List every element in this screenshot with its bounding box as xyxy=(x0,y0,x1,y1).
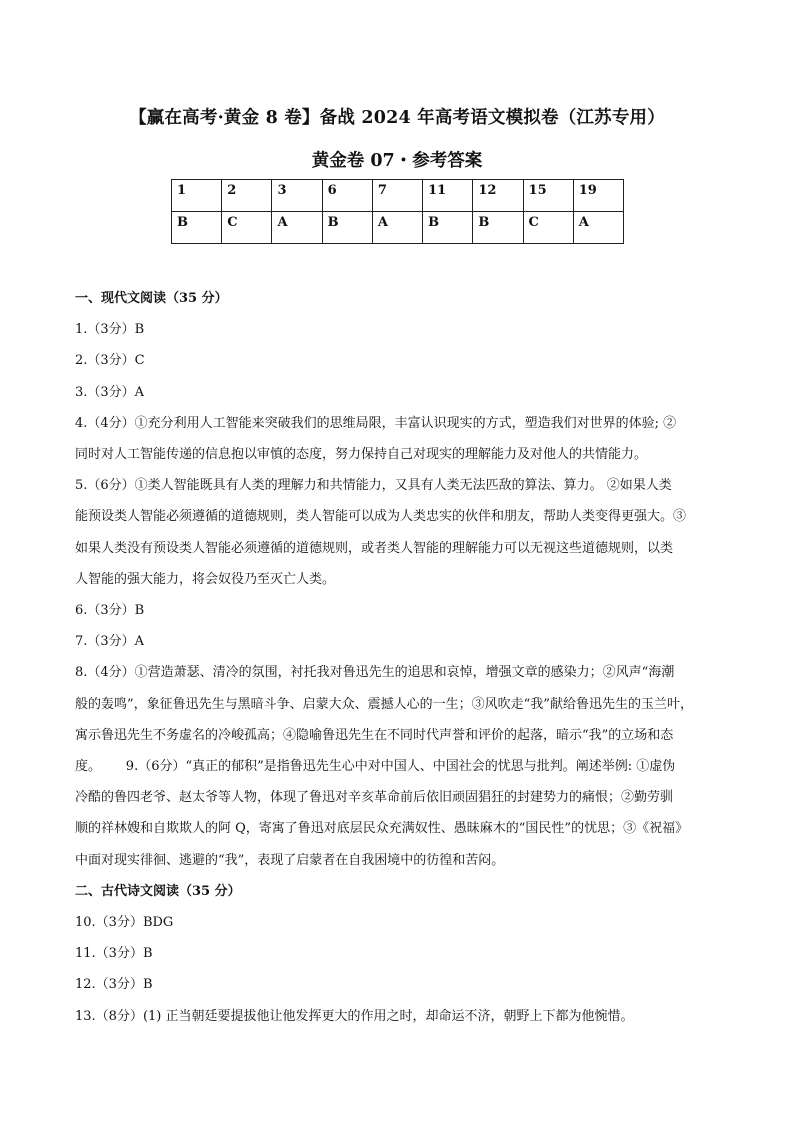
answer-cell: B xyxy=(473,212,523,244)
answer-line: 11.（3分）B xyxy=(75,946,153,962)
answer-line: 5.（6分）①类人智能既具有人类的理解力和共情能力，又具有人类无法匹敌的算法、算力。 ②如果人类 xyxy=(75,478,672,494)
answer-line: 中面对现实徘徊、逃避的“我”，表现了启蒙者在自我困境中的彷徨和苦闷。 xyxy=(75,852,505,868)
question-number-cell: 15 xyxy=(523,180,573,212)
answer-cell: A xyxy=(573,212,623,244)
answer-cell: C xyxy=(523,212,573,244)
answer-line: 冷酷的鲁四老爷、赵太爷等人物，体现了鲁迅对辛亥革命前后依旧顽固猖狂的封建势力的痛恨；②勤劳驯 xyxy=(75,790,674,806)
answer-key-table xyxy=(171,179,624,244)
question-number-cell: 3 xyxy=(272,180,322,212)
question-number-cell: 12 xyxy=(473,180,523,212)
answer-cell: B xyxy=(322,212,372,244)
answer-line: 能预设类人智能必须遵循的道德规则，类人智能可以成为人类忠实的伙伴和朋友，帮助人类变得更强大。③ xyxy=(75,509,687,525)
answer-body xyxy=(75,283,723,1032)
answer-line: 如果人类没有预设类人智能必须遵循的道德规则，或者类人智能的理解能力可以无视这些道德规则，以类 xyxy=(75,540,674,556)
document-title: 【赢在高考·黄金 8 卷】备战 2024 年高考语文模拟卷（江苏专用） xyxy=(129,108,665,128)
answer-line: 4.（4分）①充分利用人工智能来突破我们的思维局限，丰富认识现实的方式，塑造我们对世界的体验; ② xyxy=(75,415,677,431)
answer-line: 12.（3分）B xyxy=(75,977,153,993)
answer-line: 寓示鲁迅先生不务虚名的冷峻孤高；④隐喻鲁迅先生在不同时代声誉和评价的起落，暗示“我”的立场和态 xyxy=(75,727,674,743)
document-subtitle: 黄金卷 07・参考答案 xyxy=(311,151,483,171)
section-heading-modern-reading: 一、现代文阅读（35 分） xyxy=(75,291,228,306)
question-number-row xyxy=(172,180,624,212)
answer-cell: B xyxy=(423,212,473,244)
answer-line: 13.（8分）(1) 正当朝廷要提拔他让他发挥更大的作用之时，却命运不济，朝野上下都为他惋惜。 xyxy=(75,1008,634,1024)
question-number-cell: 6 xyxy=(322,180,372,212)
answer-line: 般的轰鸣”，象征鲁迅先生与黑暗斗争、启蒙大众、震撼人心的一生；③风吹走“我”献给鲁迅先生的玉兰叶， xyxy=(75,696,693,712)
answer-row xyxy=(172,212,624,244)
answer-line: 2.（3分）C xyxy=(75,353,145,369)
question-number-cell: 7 xyxy=(372,180,422,212)
answer-cell: B xyxy=(172,212,222,244)
answer-line: 6.（3分）B xyxy=(75,603,145,619)
question-number-cell: 11 xyxy=(423,180,473,212)
answer-cell: C xyxy=(222,212,272,244)
answer-line: 度。 9.（6分）“真正的郁积”是指鲁迅先生心中对中国人、中国社会的忧思与批判。阐述举例: ①虚伪 xyxy=(75,759,676,775)
answer-cell: A xyxy=(272,212,322,244)
answer-line: 人智能的强大能力，将会奴役乃至灭亡人类。 xyxy=(75,571,336,587)
section-heading-classical-reading: 二、古代诗文阅读（35 分） xyxy=(75,883,241,899)
answer-line: 7.（3分）A xyxy=(75,634,145,650)
question-number-cell: 19 xyxy=(573,180,623,212)
answer-line: 3.（3分）A xyxy=(75,384,145,400)
answer-line: 顺的祥林嫂和自欺欺人的阿 Q，寄寓了鲁迅对底层民众充满奴性、愚昧麻木的“国民性”的忧思；③《祝福》 xyxy=(75,821,689,837)
question-number-cell: 2 xyxy=(222,180,272,212)
answer-line: 同时对人工智能传递的信息抱以审慎的态度，努力保持自己对现实的理解能力及对他人的共情能力。 xyxy=(75,447,648,463)
answer-cell: A xyxy=(372,212,422,244)
question-number-cell: 1 xyxy=(172,180,222,212)
answer-line: 1.（3分）B xyxy=(75,322,145,338)
answer-line: 8.（4分）①营造萧瑟、清冷的氛围，衬托我对鲁迅先生的追思和哀悼，增强文章的感染力；②风声“海潮 xyxy=(75,665,675,681)
answer-line: 10.（3分）BDG xyxy=(75,915,174,931)
